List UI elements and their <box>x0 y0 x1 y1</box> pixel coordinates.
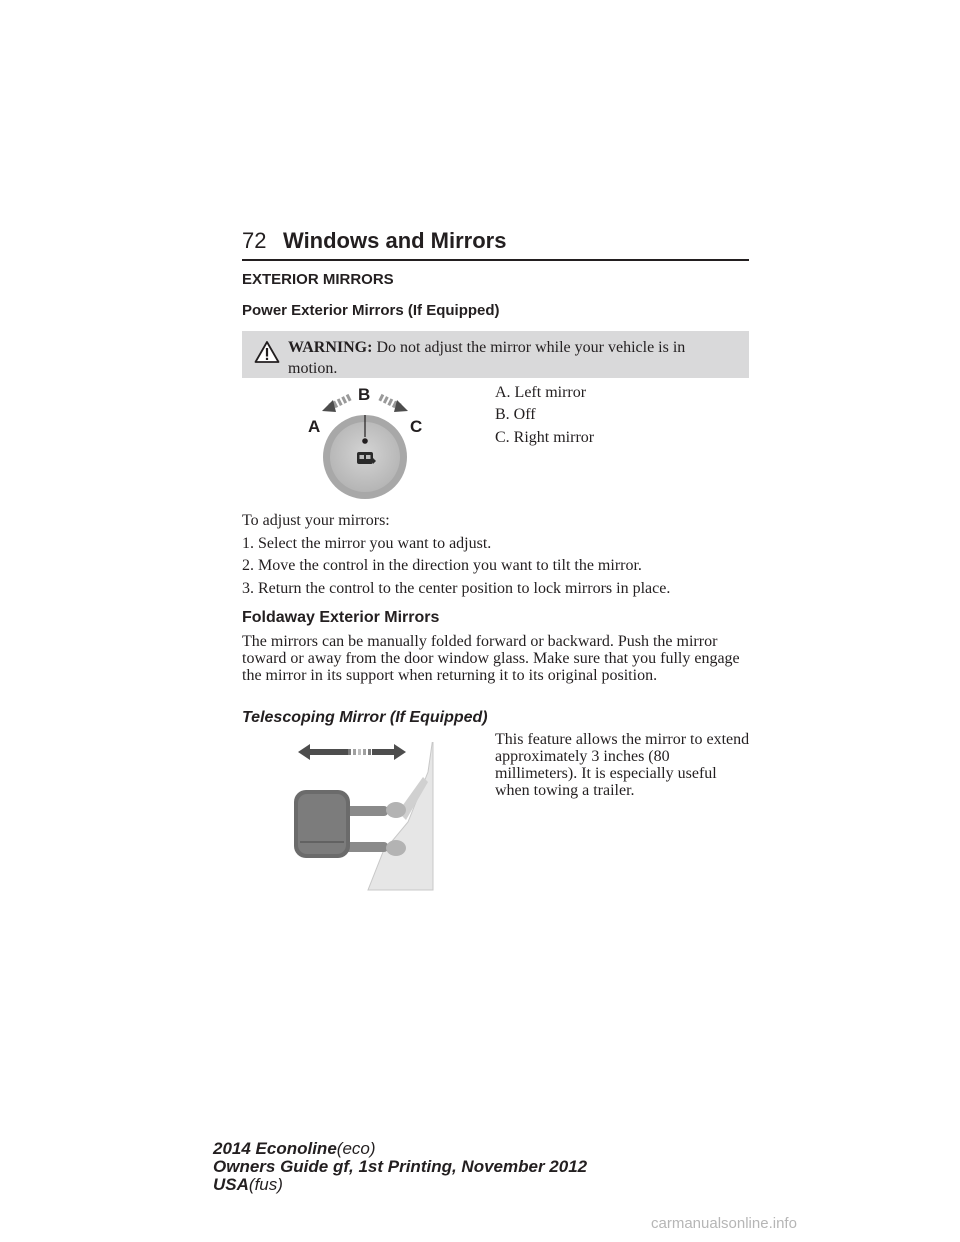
step-1: 1. Select the mirror you want to adjust. <box>242 535 492 552</box>
telescoping-text: This feature allows the mirror to extend approximately 3 inches (80 millimeters). It is especially useful when towing a trailer. <box>495 731 750 799</box>
chapter-title: Windows and Mirrors <box>283 228 507 253</box>
step-3: 3. Return the control to the center position to lock mirrors in place. <box>242 580 671 597</box>
figure-label-b: B <box>358 385 371 404</box>
figure-label-a: A <box>308 417 321 436</box>
telescoping-mirror-figure <box>288 742 438 892</box>
footer-line-3 <box>213 1176 587 1194</box>
section-title: EXTERIOR MIRRORS <box>242 271 394 288</box>
warning-triangle-icon <box>254 340 280 364</box>
power-mirrors-title: Power Exterior Mirrors (If Equipped) <box>242 302 500 319</box>
footer-model-code: (eco) <box>336 1139 376 1158</box>
legend-item-a: A. Left mirror <box>495 384 587 401</box>
footer-line-1 <box>213 1140 587 1158</box>
telescoping-title: Telescoping Mirror (If Equipped) <box>242 709 488 726</box>
page-number: 72 <box>242 228 267 253</box>
footer-model: 2014 Econoline <box>213 1139 337 1158</box>
step-2: 2. Move the control in the direction you want to tilt the mirror. <box>242 557 642 574</box>
right-arrow-icon <box>380 397 408 412</box>
instructions-intro: To adjust your mirrors: <box>242 512 390 529</box>
watermark: carmanualsonline.info <box>651 1215 797 1232</box>
footer-line-2: Owners Guide gf, 1st Printing, November 2012 <box>213 1157 588 1176</box>
extend-arrow-icon <box>298 744 406 760</box>
warning-label: WARNING: <box>288 339 373 356</box>
header-rule <box>242 259 749 261</box>
footer-market: USA <box>213 1175 249 1194</box>
figure-label-c: C <box>410 417 423 436</box>
left-arrow-icon <box>322 397 350 412</box>
foldaway-title: Foldaway Exterior Mirrors <box>242 609 440 626</box>
foldaway-text: The mirrors can be manually folded forward or backward. Push the mirror toward or away from the door window glass. Make sure that you fully engage the mirror in its support when returning it to its original position. <box>242 633 740 684</box>
document-footer <box>213 1140 587 1194</box>
legend-item-b: B. Off <box>495 406 536 423</box>
footer-market-code: (fus) <box>248 1175 283 1194</box>
warning-message: Do not adjust the mirror while your vehicle is in motion. <box>288 339 686 377</box>
warning-text <box>288 337 728 379</box>
position-dot <box>362 438 368 444</box>
legend-item-c: C. Right mirror <box>495 429 595 446</box>
